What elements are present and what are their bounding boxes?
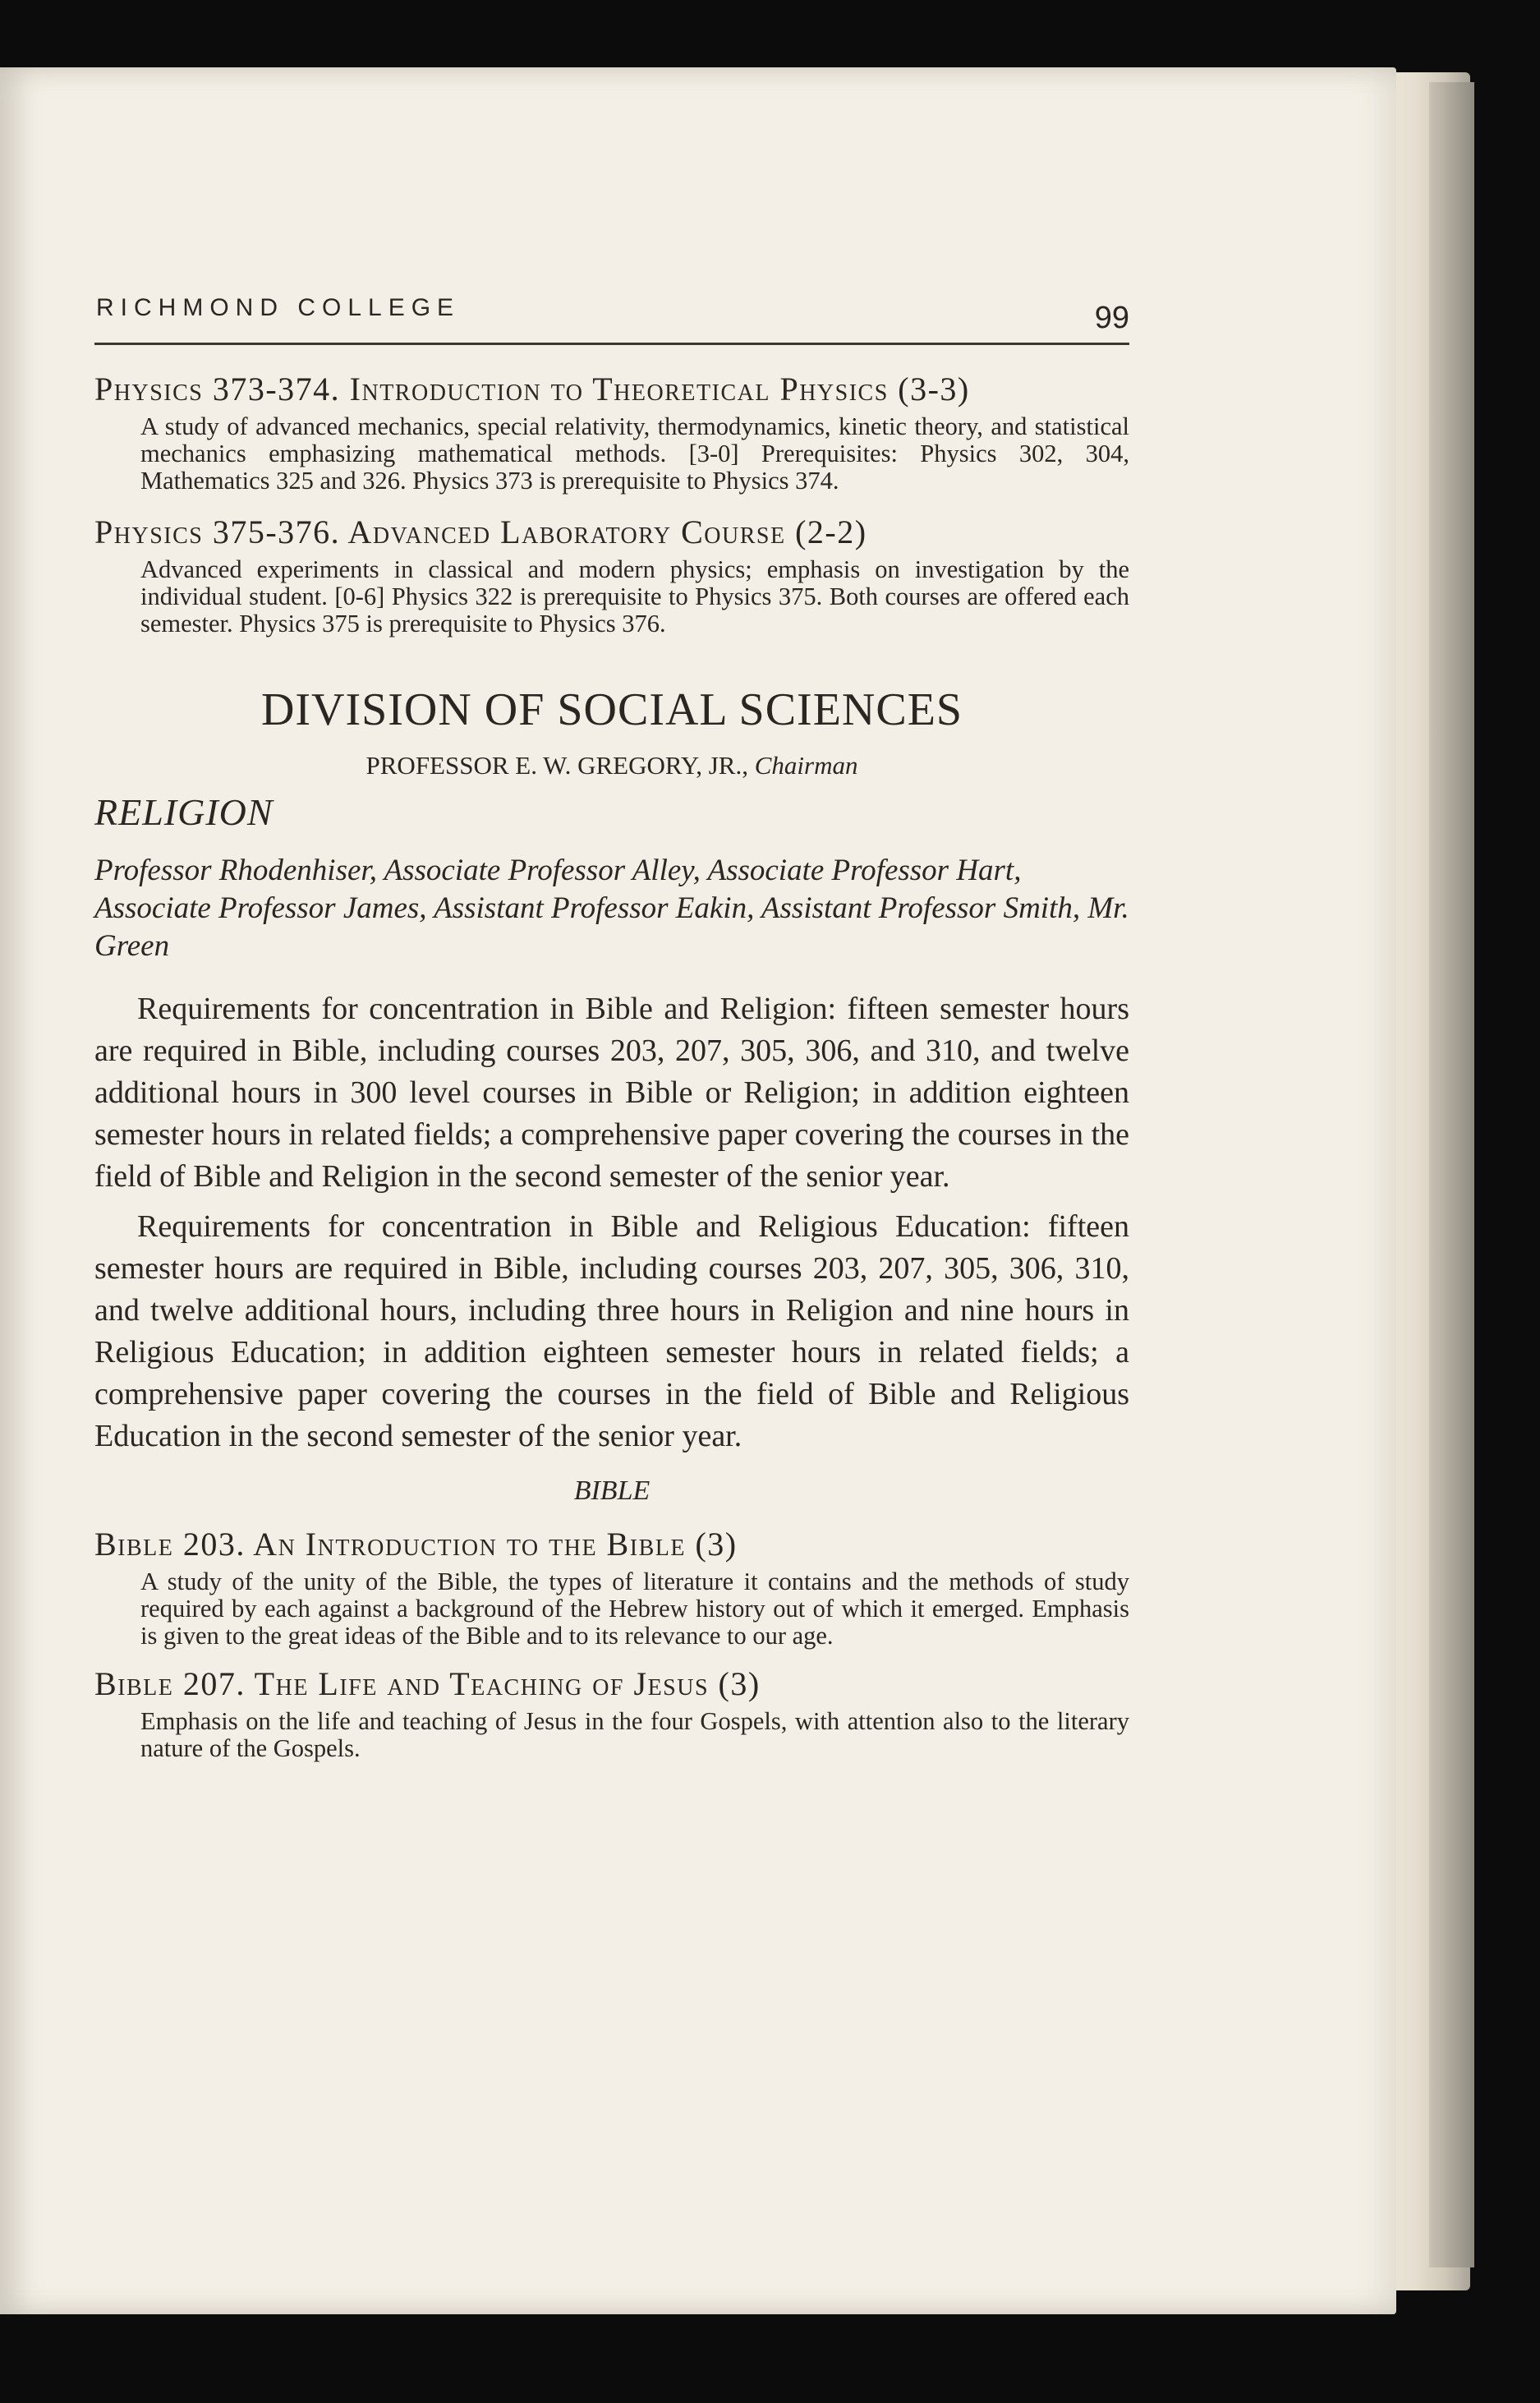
book-cover-edge xyxy=(1429,82,1474,2267)
page-content xyxy=(94,67,1129,1762)
division-chair xyxy=(94,751,1129,780)
religion-faculty-list: Professor Rhodenhiser, Associate Professor Alley, Associate Professor Hart, Associate Professor James, Assistant Professor Eakin, Assistant Professor Smith, Mr. Green xyxy=(94,854,1129,963)
subsection-title-bible: BIBLE xyxy=(573,1475,650,1506)
course-heading: Bible 203. An Introduction to the Bible (3) xyxy=(94,1526,738,1563)
department-title-religion: RELIGION xyxy=(94,791,274,833)
book-page xyxy=(0,67,1396,2314)
running-head-college: RICHMOND COLLEGE xyxy=(96,294,461,321)
course-description: Advanced experiments in classical and modern physics; emphasis on investigation by the individual student. [0-6] Physics 322 is prerequisite to Physics 375. Both courses are offered each semester. Physics 375 is prerequisite to Physics 376. xyxy=(140,555,1129,638)
chair-name: PROFESSOR E. W. GREGORY, JR., xyxy=(365,751,748,780)
course-description: A study of the unity of the Bible, the types of literature it contains and the methods of study required by each against a background of the Hebrew history out of which it emerged. Emphasis is given to the great ideas of the Bible and to its relevance to our age. xyxy=(140,1567,1129,1650)
physics-course-375-376 xyxy=(94,513,1129,638)
concentration-bible-religious-education: Requirements for concentration in Bible and Religious Education: fifteen semester hours are required in Bible, including courses 203, 207, 305, 306, 310, and twelve additional hours, including three hours in Religion and nine hours in Religious Education; in addition eighteen semester hours in related fields; a comprehensive paper covering the courses in the field of Bible and Religious Education in the second semester of the senior year. xyxy=(94,1209,1129,1453)
course-heading: Physics 375-376. Advanced Laboratory Course (2-2) xyxy=(94,513,867,550)
physics-course-373-374 xyxy=(94,370,1129,495)
bible-course-207 xyxy=(94,1664,1129,1762)
page-number: 99 xyxy=(1094,301,1129,335)
chair-title: Chairman xyxy=(754,751,858,780)
course-description: Emphasis on the life and teaching of Jesus in the four Gospels, with attention also to the literary nature of the Gospels. xyxy=(140,1707,1129,1762)
running-header xyxy=(94,67,1129,345)
course-heading: Physics 373-374. Introduction to Theoretical Physics (3-3) xyxy=(94,371,970,407)
bible-course-203 xyxy=(94,1525,1129,1650)
course-heading: Bible 207. The Life and Teaching of Jesus (3) xyxy=(94,1665,761,1702)
division-title: DIVISION OF SOCIAL SCIENCES xyxy=(260,684,963,735)
course-description: A study of advanced mechanics, special relativity, thermodynamics, kinetic theory, and statistical mechanics emphasizing mathematical methods. [3-0] Prerequisites: Physics 302, 304, Mathematics 325 and 326. Physics 373 is prerequisite to Physics 374. xyxy=(140,412,1129,495)
concentration-bible-religion: Requirements for concentration in Bible and Religion: fifteen semester hours are required in Bible, including courses 203, 207, 305, 306, and 310, and twelve additional hours in 300 level courses in Bible or Religion; in addition eighteen semester hours in related fields; a comprehensive paper covering the courses in the field of Bible and Religion in the second semester of the senior year. xyxy=(94,992,1129,1194)
